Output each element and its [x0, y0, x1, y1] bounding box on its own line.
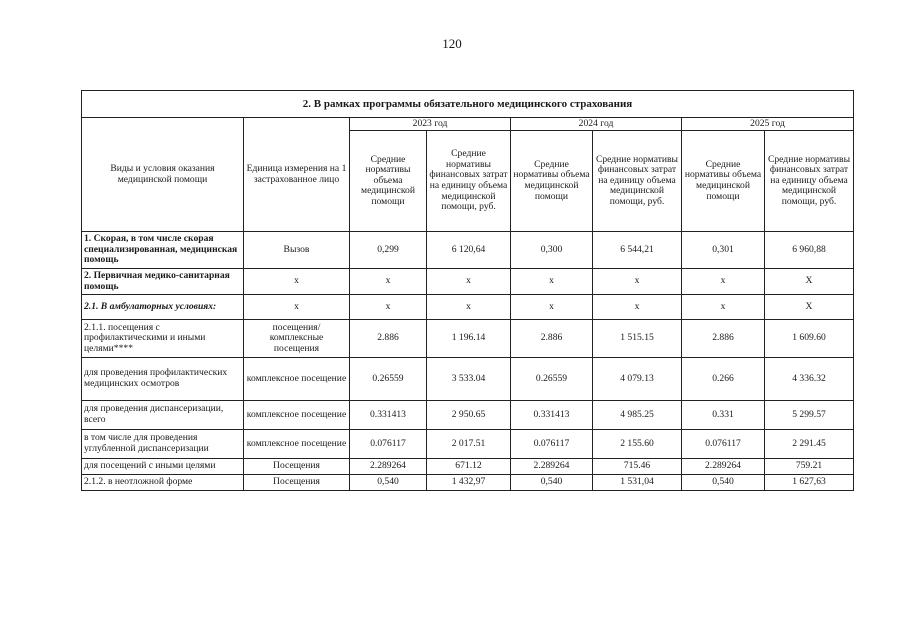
row-cost-2025: Х	[765, 295, 854, 320]
row-volume-2023: 0,540	[350, 475, 427, 491]
row-cost-2023: 1 432,97	[427, 475, 511, 491]
row-unit: комплексное посещение	[244, 401, 350, 430]
row-unit: Посещения	[244, 475, 350, 491]
row-volume-2024: 0.076117	[511, 430, 593, 459]
row-volume-2025: 2.886	[682, 320, 765, 358]
row-volume-2024: х	[511, 295, 593, 320]
row-cost-2024: 4 079.13	[593, 358, 682, 401]
row-cost-2023: 6 120,64	[427, 232, 511, 269]
header-cost-2023: Средние нормативы финансовых затрат на единицу объема медицинской помощи, руб.	[427, 131, 511, 232]
row-volume-2025: 0.331	[682, 401, 765, 430]
row-cost-2024: х	[593, 269, 682, 295]
norms-table	[81, 90, 854, 491]
row-cost-2024: 1 515.15	[593, 320, 682, 358]
row-unit: посещения/комплексные посещения	[244, 320, 350, 358]
row-cost-2024: 6 544,21	[593, 232, 682, 269]
table-row	[82, 358, 854, 401]
row-cost-2023: 671.12	[427, 459, 511, 475]
table-row	[82, 475, 854, 491]
row-cost-2024: 1 531,04	[593, 475, 682, 491]
row-volume-2025: х	[682, 295, 765, 320]
table-row	[82, 232, 854, 269]
row-cost-2024: х	[593, 295, 682, 320]
row-label: 1. Скорая, в том числе скорая специализированная, медицинская помощь	[82, 232, 244, 269]
row-label: для посещений с иными целями	[82, 459, 244, 475]
row-cost-2023: 1 196.14	[427, 320, 511, 358]
row-label: 2.1.1. посещения с профилактическими и иными целями****	[82, 320, 244, 358]
row-volume-2024: 0,300	[511, 232, 593, 269]
row-cost-2023: х	[427, 295, 511, 320]
row-volume-2023: 0.331413	[350, 401, 427, 430]
header-volume-2024: Средние нормативы объема медицинской помощи	[511, 131, 593, 232]
row-unit: х	[244, 269, 350, 295]
header-volume-2025: Средние нормативы объема медицинской помощи	[682, 131, 765, 232]
row-volume-2024: 0.26559	[511, 358, 593, 401]
row-label: 2.1.2. в неотложной форме	[82, 475, 244, 491]
row-cost-2024: 4 985.25	[593, 401, 682, 430]
table-row	[82, 459, 854, 475]
row-label: 2. Первичная медико-санитарная помощь	[82, 269, 244, 295]
row-cost-2025: 6 960,88	[765, 232, 854, 269]
row-cost-2025: 759.21	[765, 459, 854, 475]
row-cost-2025: 1 627,63	[765, 475, 854, 491]
table-row	[82, 269, 854, 295]
row-unit: комплексное посещение	[244, 430, 350, 459]
table-row	[82, 401, 854, 430]
header-unit: Единица измерения на 1 застрахованное лицо	[244, 118, 350, 232]
row-volume-2024: 2.886	[511, 320, 593, 358]
row-cost-2025: Х	[765, 269, 854, 295]
header-cost-2025: Средние нормативы финансовых затрат на единицу объема медицинской помощи, руб.	[765, 131, 854, 232]
row-cost-2023: 2 950.65	[427, 401, 511, 430]
row-unit: Вызов	[244, 232, 350, 269]
row-unit: х	[244, 295, 350, 320]
row-label: для проведения профилактических медицинских осмотров	[82, 358, 244, 401]
row-volume-2024: х	[511, 269, 593, 295]
table-row	[82, 295, 854, 320]
row-volume-2023: 0.26559	[350, 358, 427, 401]
row-unit: Посещения	[244, 459, 350, 475]
table-row	[82, 430, 854, 459]
row-cost-2025: 5 299.57	[765, 401, 854, 430]
row-cost-2023: х	[427, 269, 511, 295]
row-label: 2.1. В амбулаторных условиях:	[82, 295, 244, 320]
row-volume-2024: 0.331413	[511, 401, 593, 430]
row-cost-2025: 1 609.60	[765, 320, 854, 358]
row-volume-2023: 2.886	[350, 320, 427, 358]
row-volume-2025: 0.266	[682, 358, 765, 401]
row-volume-2025: 0.076117	[682, 430, 765, 459]
header-kind: Виды и условия оказания медицинской помощи	[82, 118, 244, 232]
row-label: для проведения диспансеризации, всего	[82, 401, 244, 430]
row-volume-2023: х	[350, 269, 427, 295]
page-number: 120	[442, 36, 462, 51]
row-unit: комплексное посещение	[244, 358, 350, 401]
row-volume-2025: х	[682, 269, 765, 295]
row-volume-2025: 2.289264	[682, 459, 765, 475]
row-volume-2023: х	[350, 295, 427, 320]
row-cost-2023: 2 017.51	[427, 430, 511, 459]
row-volume-2023: 0,299	[350, 232, 427, 269]
row-cost-2025: 2 291.45	[765, 430, 854, 459]
row-cost-2025: 4 336.32	[765, 358, 854, 401]
row-label: в том числе для проведения углубленной диспансеризации	[82, 430, 244, 459]
table-row	[82, 320, 854, 358]
row-cost-2024: 715.46	[593, 459, 682, 475]
row-volume-2024: 0,540	[511, 475, 593, 491]
header-year-2023: 2023 год	[350, 118, 511, 131]
row-volume-2025: 0,301	[682, 232, 765, 269]
row-volume-2024: 2.289264	[511, 459, 593, 475]
header-year-2025: 2025 год	[682, 118, 854, 131]
row-cost-2024: 2 155.60	[593, 430, 682, 459]
row-volume-2023: 0.076117	[350, 430, 427, 459]
header-cost-2024: Средние нормативы финансовых затрат на единицу объема медицинской помощи, руб.	[593, 131, 682, 232]
header-volume-2023: Средние нормативы объема медицинской помощи	[350, 131, 427, 232]
row-volume-2023: 2.289264	[350, 459, 427, 475]
header-year-2024: 2024 год	[511, 118, 682, 131]
row-volume-2025: 0,540	[682, 475, 765, 491]
row-cost-2023: 3 533.04	[427, 358, 511, 401]
table-caption: 2. В рамках программы обязательного медицинского страхования	[82, 91, 854, 118]
